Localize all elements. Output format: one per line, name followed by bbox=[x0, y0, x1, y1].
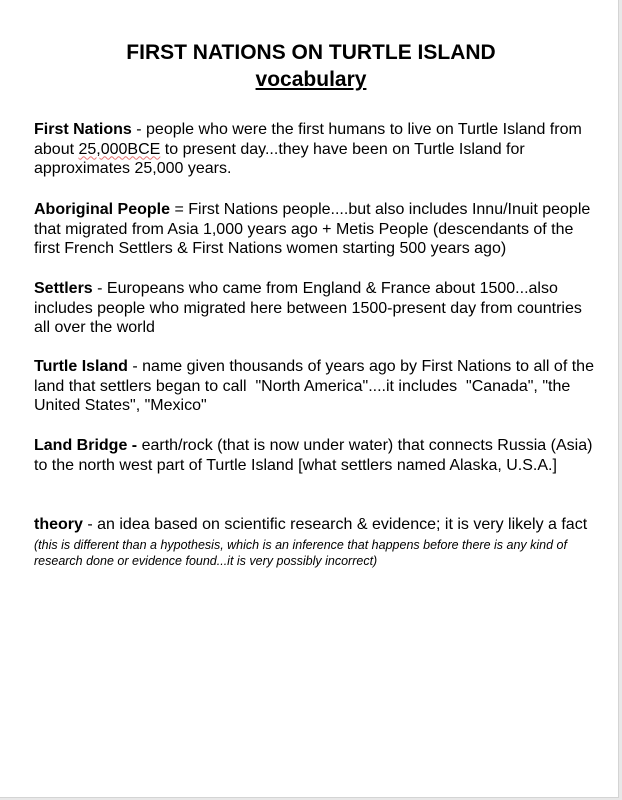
vocab-definition-cont: to present day...they have been on Turtle Island for approximates 25,000 years. bbox=[34, 140, 525, 177]
spellcheck-flagged-word[interactable]: 25,000BCE bbox=[78, 140, 161, 158]
term-separator: = bbox=[170, 201, 189, 218]
vocab-term: Turtle Island bbox=[34, 358, 128, 375]
vocab-entry-aboriginal-people bbox=[34, 200, 602, 259]
vocab-term: Land Bridge - bbox=[34, 437, 138, 454]
vocab-term: First Nations bbox=[34, 121, 132, 138]
document-subtitle: vocabulary bbox=[255, 68, 367, 91]
vocab-definition: people who were the first humans to live on Turtle Island from about bbox=[34, 121, 582, 158]
vocab-definition: Europeans who came from England & France about 1500...also includes people who migrated here between 1500-present day from countries all over the world bbox=[34, 280, 582, 336]
vocab-definition: an idea based on scientific research & evidence; it is very likely a fact bbox=[97, 516, 588, 533]
vocab-definition: First Nations people....but also includes Innu/Inuit people that migrated from Asia 1,000 years ago + Metis People (descendants of the first French Settlers & First Nations women starting 500 years ago) bbox=[34, 201, 591, 257]
vocab-entry-land-bridge bbox=[34, 436, 602, 475]
vocab-entry-turtle-island bbox=[34, 357, 602, 416]
document-title: FIRST NATIONS ON TURTLE ISLAND bbox=[126, 41, 496, 64]
vocab-term: Settlers bbox=[34, 280, 93, 297]
term-separator: - bbox=[131, 121, 147, 138]
term-separator: - bbox=[82, 516, 98, 533]
vocab-term: theory bbox=[34, 516, 83, 533]
vocab-entry-first-nations bbox=[34, 120, 602, 179]
vocab-term: Aboriginal People bbox=[34, 201, 171, 218]
vocab-entry-settlers bbox=[34, 279, 602, 338]
vocab-entry-theory bbox=[34, 515, 602, 569]
vocab-definition: earth/rock (that is now under water) that connects Russia (Asia) to the north west part of Turtle Island [what settlers named Alaska, U.S.A.] bbox=[34, 437, 593, 474]
term-separator: - bbox=[92, 280, 107, 297]
vocab-note: (this is different than a hypothesis, which is an inference that happens before there is any kind of research done or evidence found...it is very possibly incorrect) bbox=[34, 537, 567, 568]
term-separator: - bbox=[127, 358, 143, 375]
vocab-definition: name given thousands of years ago by First Nations to all of the land that settlers began to call "North America"....it includes "Canada", "the United States", "Mexico" bbox=[34, 358, 599, 414]
